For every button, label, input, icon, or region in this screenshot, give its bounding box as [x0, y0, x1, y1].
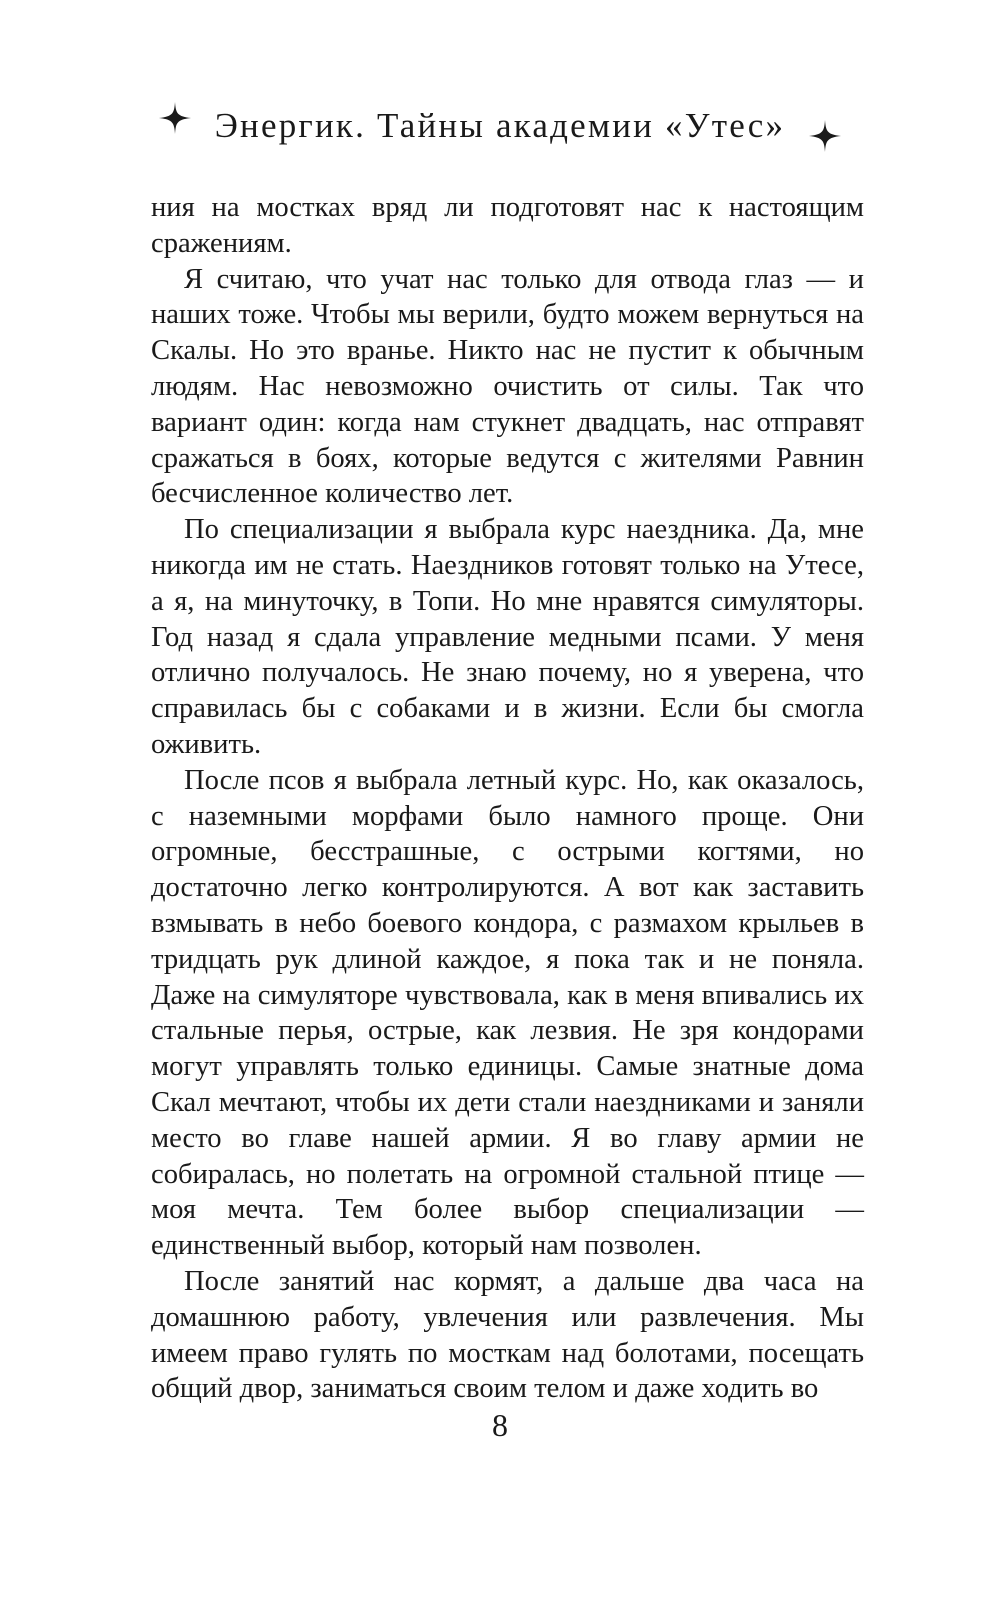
- body-text: [151, 190, 864, 1407]
- page-number: 8: [492, 1407, 508, 1443]
- sparkle-icon: [807, 118, 843, 154]
- paragraph: ния на мостках вряд ли подготовят нас к настоящим сражениям.: [151, 192, 864, 259]
- paragraph: По специализации я выбрала курс наездника. Да, мне никогда им не стать. Наездников готовят только на Утесе, а я, на минуточку, в Топи. Но мне нравятся симуляторы. Год назад я сдала управление медными псами. У меня отлично получалось. Не знаю почему, но я уверена, что справилась бы с собаками и в жизни. Если бы смогла оживить.: [151, 514, 864, 760]
- paragraph: После занятий нас кормят, а дальше два часа на домашнюю работу, увлечения или развлечения. Мы имеем право гулять по мосткам над болотами, посещать общий двор, заниматься своим телом и даже ходить во: [151, 1265, 864, 1405]
- paragraph: После псов я выбрала летный курс. Но, как оказалось, с наземными морфами было намного проще. Они огромные, бесстрашные, с острыми когтями, но достаточно легко контролируются. А вот как заставить взмывать в небо боевого кондора, с размахом крыльев в тридцать рук длиной каждое, я пока так и не поняла. Даже на симуляторе чувствовала, как в меня впивались их стальные перья, острые, как лезвия. Не зря кондорами могут управлять только единицы. Самые знатные дома Скал мечтают, чтобы их дети стали наездниками и заняли место во главе нашей армии. Я во главу армии не собиралась, но полетать на огромной стальной птице — моя мечта. Тем более выбор специализации — единственный выбор, который нам позволен.: [151, 764, 864, 1262]
- running-header: [0, 96, 1000, 156]
- sparkle-icon: [157, 100, 193, 136]
- paragraph: Я считаю, что учат нас только для отвода глаз — и наших тоже. Чтобы мы верили, будто можем вернуться на Скалы. Но это вранье. Никто нас не пустит к обычным людям. Нас невозможно очистить от силы. Так что вариант один: когда нам стукнет двадцать, нас отправят сражаться в боях, которые ведутся с жителями Равнин бесчисленное количество лет.: [151, 263, 864, 510]
- header-title: Энергик. Тайны академии «Утес»: [214, 106, 786, 145]
